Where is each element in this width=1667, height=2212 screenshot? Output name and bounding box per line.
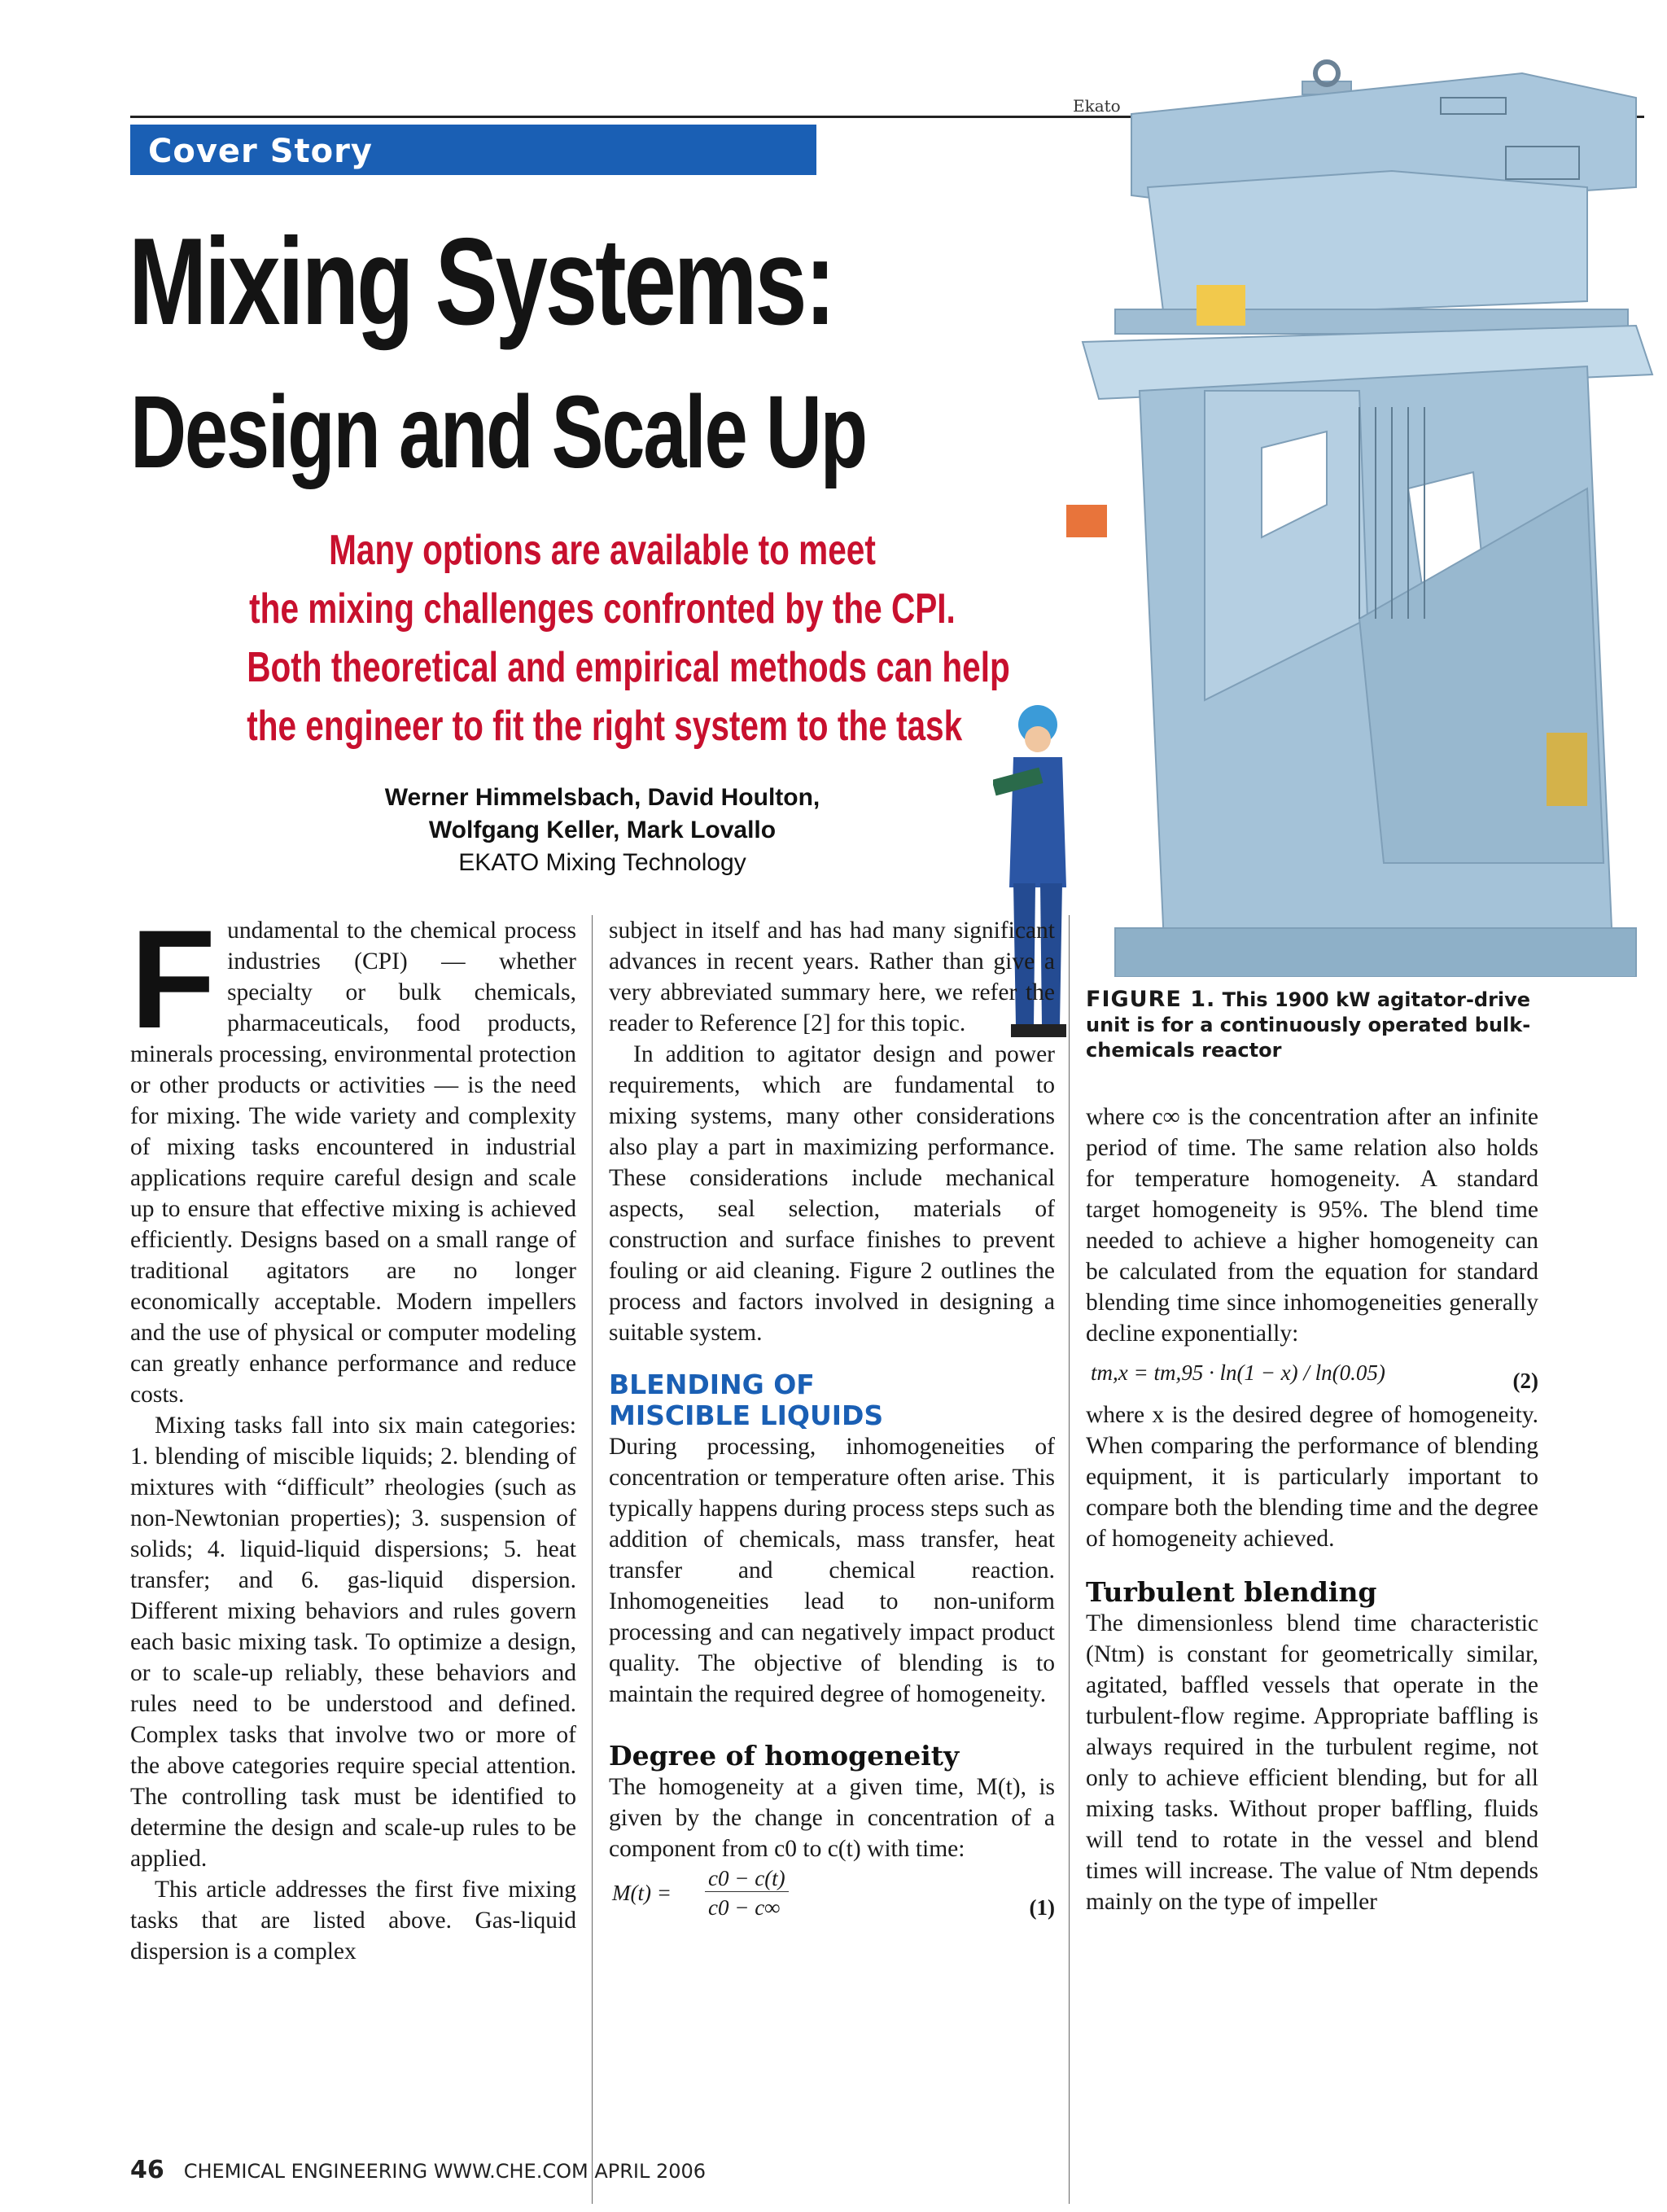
paragraph: subject in itself and has had many significant advances in recent years. Rather than give a very abbreviated summary here, we refer the reader to Reference [2] for this topic. bbox=[609, 918, 1055, 1036]
section-heading-line: MISCIBLE LIQUIDS bbox=[609, 1399, 884, 1431]
column-1 bbox=[130, 901, 576, 1967]
section-heading bbox=[609, 1369, 1055, 1431]
author-names: Werner Himmelsbach, David Houlton, bbox=[384, 784, 820, 811]
page-number: 46 bbox=[130, 2156, 164, 2184]
figure-caption-text: This 1900 kW agitator-drive unit is for a continuously operated bulk-chemicals reactor bbox=[1086, 988, 1531, 1062]
paragraph: where x is the desired degree of homogeneity. When comparing the performance of blending equipment, it is particularly important to compare both the blending time and the degree of homogeneity achieved. bbox=[1086, 1402, 1538, 1552]
author-names: Wolfgang Keller, Mark Lovallo bbox=[428, 817, 777, 843]
agitator-drive-unit bbox=[1083, 62, 1652, 977]
paragraph: Mixing tasks fall into six main categories: 1. blending of miscible liquids; 2. blending of mixtures with “difficult” rheologies (such as non-Newtonian properties); 3. suspension of solids; 4. liquid-liquid dispersions; 5. heat transfer; and 6. gas-liquid dispersion. Different mixing behaviors and rules govern each basic mixing task. To optimize a design, or to scale-up reliably, these behaviors and rules need to be understood and defined. Complex tasks that involve two or more of the above categories require special attention. The controlling task must be identified to determine the design and scale-up rules to be applied. bbox=[130, 1413, 576, 1872]
column-divider bbox=[592, 915, 593, 2204]
column-divider bbox=[1069, 915, 1070, 2204]
deck-line: the engineer to fit the right system to the task bbox=[247, 703, 963, 750]
section-heading-line: BLENDING OF bbox=[609, 1369, 815, 1400]
subsection-heading: Turbulent blending bbox=[1086, 1576, 1377, 1608]
footer-text: CHEMICAL ENGINEERING WWW.CHE.COM APRIL 2006 bbox=[183, 2160, 707, 2183]
paragraph: During processing, inhomogeneities of concentration or temperature often arise. This typically happens during process steps such as addition of chemicals, mass transfer, heat transfer and chemical reaction. Inhomogeneities lead to non-uniform processing and can negatively impact product quality. The objective of blending is to maintain the required degree of homogeneity. bbox=[609, 1434, 1055, 1707]
paragraph: This article addresses the first five mixing tasks that are listed above. Gas-liquid dispersion is a complex bbox=[130, 1877, 576, 1965]
equation-body: tm,x = tm,95 · ln(1 − x) / ln(0.05) bbox=[1091, 1360, 1385, 1385]
affiliation: EKATO Mixing Technology bbox=[458, 849, 746, 876]
figure-caption bbox=[1086, 987, 1538, 1063]
gauge-assembly bbox=[1547, 733, 1587, 806]
article-deck bbox=[147, 521, 1058, 756]
paragraph: where c∞ is the concentration after an infinite period of time. The same relation also holds for temperature homogeneity. A standard target homogeneity is 95%. The blend time needed to achieve a higher homogeneity can be calculated from the equation for standard blending time since inhomogeneities generally decline exponentially: bbox=[1086, 1104, 1538, 1347]
deck-line: Both theoretical and empirical methods can help bbox=[247, 644, 1010, 691]
paragraph: undamental to the chemical process industries (CPI) — whether specialty or bulk chemicals, pharmaceuticals, food products, minerals processing, environmental protection or other products or activities — is the need for mixing. The wide variety and complexity of mixing tasks encountered in industrial applications require careful design and scale up to ensure that effective mixing is achieved efficiently. Designs based on a small range of traditional agitators are no longer economically acceptable. Modern impellers and the use of physical or computer modeling can greatly enhance performance and reduce costs. bbox=[130, 918, 576, 1408]
article-title-line1: Mixing Systems: bbox=[129, 212, 834, 351]
equation-numerator: c0 − c(t) bbox=[705, 1866, 789, 1892]
equation-lhs: M(t) = bbox=[612, 1881, 672, 1905]
section-tab bbox=[130, 125, 816, 175]
equation-2 bbox=[1086, 1349, 1538, 1399]
figure-label: FIGURE 1. bbox=[1086, 987, 1216, 1012]
paragraph: The dimensionless blend time characteristic (Ntm) is constant for geometrically similar, agitated, baffled vessels that operate in the turbulent-flow regime. Appropriate baffling is always required in the turbulent regime, not only to achieve efficient blending, but for all mixing tasks. Without proper baffling, fluids will tend to rotate in the vessel and blend times will increase. The value of Ntm depends mainly on the type of impeller bbox=[1086, 1610, 1538, 1915]
subsection-heading: Degree of homogeneity bbox=[609, 1740, 960, 1772]
equation-denominator: c0 − c∞ bbox=[708, 1895, 781, 1920]
deck-line: the mixing challenges confronted by the CPI. bbox=[249, 585, 956, 633]
paragraph: The homogeneity at a given time, M(t), is given by the change in concentration of a component from c0 to c(t) with time: bbox=[609, 1774, 1055, 1862]
equation-number: (1) bbox=[1029, 1895, 1055, 1920]
section-label: Cover Story bbox=[148, 133, 373, 170]
byline bbox=[277, 782, 928, 879]
column-3 bbox=[1086, 1102, 1538, 1917]
column-2 bbox=[609, 915, 1055, 1926]
equation-number: (2) bbox=[1512, 1369, 1538, 1393]
deck-line: Many options are available to meet bbox=[329, 527, 876, 574]
warning-label bbox=[1066, 505, 1107, 537]
photo-credit: Ekato bbox=[1073, 96, 1121, 116]
agitator-drive-photo bbox=[1017, 49, 1667, 977]
paragraph: In addition to agitator design and power requirements, which are fundamental to mixing systems, many other considerations also play a part in maximizing performance. These considerations include mechanical aspects, seal selection, materials of construction and surface finishes to prevent fouling or aid cleaning. Figure 2 outlines the process and factors involved in designing a suitable system. bbox=[609, 1041, 1055, 1346]
page-footer bbox=[130, 2156, 706, 2184]
drop-cap: F bbox=[130, 901, 217, 1058]
article-title-line2: Design and Scale Up bbox=[130, 375, 866, 489]
coupling-highlight bbox=[1197, 285, 1245, 326]
equation-1 bbox=[609, 1864, 1055, 1926]
